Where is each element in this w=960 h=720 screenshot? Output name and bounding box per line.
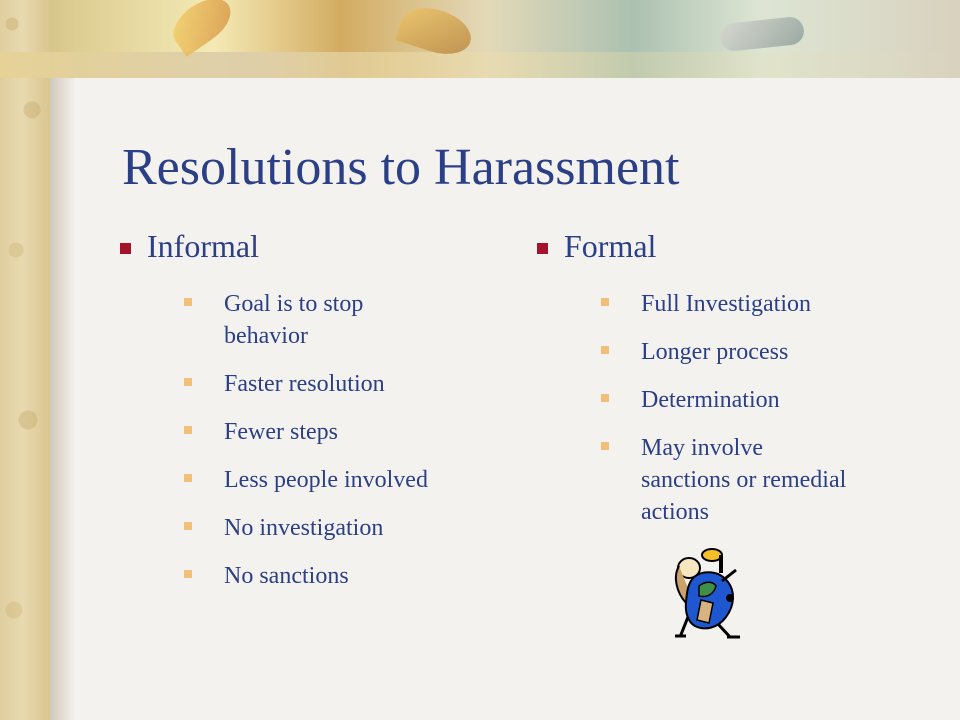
informal-heading-row — [120, 230, 510, 262]
slide-title: Resolutions to Harassment — [122, 139, 680, 196]
informal-item — [184, 288, 510, 352]
left-shadow — [50, 0, 76, 720]
informal-item — [184, 512, 510, 544]
formal-item-text: Determination — [641, 387, 780, 413]
formal-item — [601, 288, 857, 320]
formal-item — [601, 336, 857, 368]
formal-list — [601, 288, 857, 528]
informal-column — [120, 230, 510, 608]
top-decorative-band-lower — [0, 52, 960, 78]
informal-list — [184, 288, 510, 592]
formal-item-text: Full Investigation — [641, 291, 811, 317]
formal-item — [601, 384, 857, 416]
informal-item-text: Faster resolution — [224, 371, 385, 397]
formal-item-text: May involve sanctions or remedial actions — [641, 435, 847, 525]
sub-bullet-icon — [601, 346, 609, 354]
cartoon-worker-icon — [668, 546, 764, 642]
sub-bullet-icon — [184, 426, 192, 434]
informal-item-text: Less people involved — [224, 467, 428, 493]
bullet-square-icon — [120, 243, 131, 254]
formal-item — [601, 432, 857, 528]
formal-column — [537, 230, 857, 544]
sub-bullet-icon — [184, 298, 192, 306]
sub-bullet-icon — [184, 474, 192, 482]
sub-bullet-icon — [601, 298, 609, 306]
informal-item — [184, 368, 510, 400]
informal-heading: Informal — [147, 228, 259, 264]
informal-item — [184, 464, 510, 496]
left-decorative-strip — [0, 0, 50, 720]
sub-bullet-icon — [601, 442, 609, 450]
formal-heading-row — [537, 230, 857, 262]
bullet-square-icon — [537, 243, 548, 254]
sub-bullet-icon — [184, 522, 192, 530]
formal-item-text: Longer process — [641, 339, 789, 365]
informal-item-text: No investigation — [224, 515, 384, 541]
informal-item-text: Fewer steps — [224, 419, 338, 445]
formal-heading: Formal — [564, 228, 657, 264]
informal-item — [184, 416, 510, 448]
informal-item-text: No sanctions — [224, 563, 349, 589]
informal-item-text: Goal is to stop behavior — [224, 291, 364, 349]
sub-bullet-icon — [184, 570, 192, 578]
informal-item — [184, 560, 510, 592]
sub-bullet-icon — [601, 394, 609, 402]
sub-bullet-icon — [184, 378, 192, 386]
